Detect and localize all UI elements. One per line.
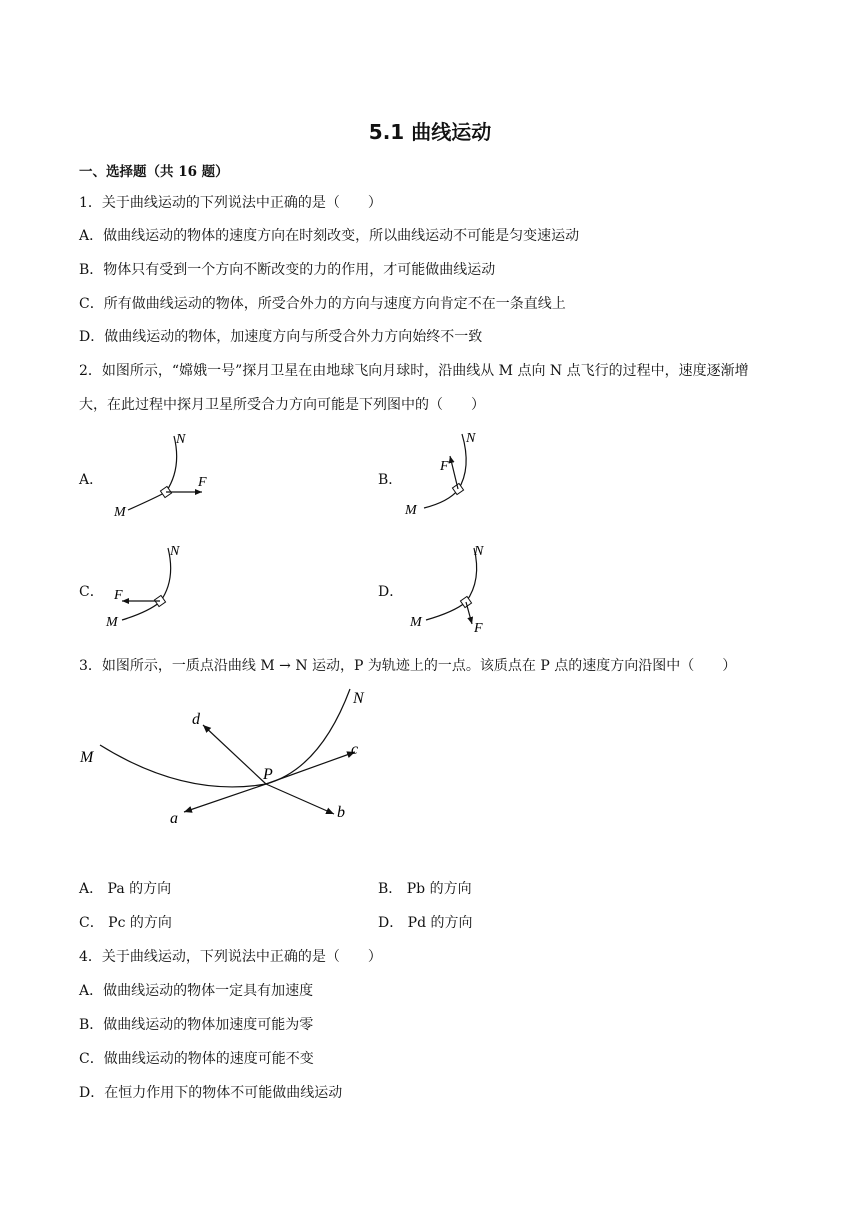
q3-figure [70,683,390,828]
q3-option-b: B． Pb 的方向 [378,881,472,897]
q4-stem: 4．关于曲线运动，下列说法中正确的是（ ） [79,949,382,965]
label-n: N [170,544,180,559]
q1-option-d: D．做曲线运动的物体，加速度方向与所受合外力方向始终不一致 [79,329,483,345]
trajectory-curve [128,436,177,510]
q1-option-c: C．所有做曲线运动的物体，所受合外力的方向与速度方向肯定不在一条直线上 [79,296,566,312]
label-f: F [474,621,483,635]
label-m: M [106,615,118,630]
label-m: M [114,505,126,520]
q3-option-c: C． Pc 的方向 [79,915,172,931]
q4-option-c: C．做曲线运动的物体的速度可能不变 [79,1051,314,1067]
label-b: b [337,804,345,821]
force-arrow [450,456,458,489]
q2-figure-d [400,540,520,635]
label-c: c [351,741,359,758]
q1-stem: 1．关于曲线运动的下列说法中正确的是（ ） [79,195,382,211]
q2-figure-b [400,428,520,523]
arrow-pd [203,725,266,784]
q2-label-a: A． [79,472,104,488]
q4-option-b: B．做曲线运动的物体加速度可能为零 [79,1017,314,1033]
section-heading: 一、选择题（共 16 题） [79,164,229,180]
q4-option-d: D．在恒力作用下的物体不可能做曲线运动 [79,1085,343,1101]
q2-label-c: C． [79,584,104,600]
q2-stem-line2: 大，在此过程中探月卫星所受合力方向可能是下列图中的（ ） [79,397,485,413]
arrow-pa [184,784,266,812]
q4-option-a: A．做曲线运动的物体一定具有加速度 [79,983,314,999]
label-p: P [263,766,273,783]
label-f: F [440,459,449,474]
label-f: F [114,588,123,603]
label-m: M [405,503,417,518]
label-m: M [410,615,422,630]
label-f: F [198,475,207,490]
label-n: N [176,432,186,447]
label-m: M [80,749,94,766]
q1-option-a: A．做曲线运动的物体的速度方向在时刻改变，所以曲线运动不可能是匀变速运动 [79,228,580,244]
label-n: N [466,431,476,446]
label-n: N [474,544,484,559]
q3-stem: 3．如图所示，一质点沿曲线 M → N 运动，P 为轨迹上的一点。该质点在 P 点的速度方向沿图中（ ） [79,658,737,674]
q2-label-b: B． [378,472,403,488]
trajectory-curve [122,548,171,620]
q3-option-a: A． Pa 的方向 [79,881,172,897]
label-n: N [353,690,364,707]
trajectory-curve [426,548,477,620]
q2-label-d: D． [378,584,404,600]
q2-figure-a [100,428,220,523]
page-title: 5.1 曲线运动 [368,120,492,144]
label-d: d [192,711,200,728]
q2-figure-c [100,540,220,635]
q2-stem-line1: 2．如图所示，“嫦娥一号”探月卫星在由地球飞向月球时，沿曲线从 M 点向 N 点飞行的过程中，速度逐渐增 [79,363,749,379]
label-a: a [170,810,178,827]
trajectory-curve [100,689,350,787]
arrow-pb [266,784,334,814]
q3-option-d: D． Pd 的方向 [378,915,473,931]
q1-option-b: B．物体只有受到一个方向不断改变的力的作用，才可能做曲线运动 [79,262,496,278]
